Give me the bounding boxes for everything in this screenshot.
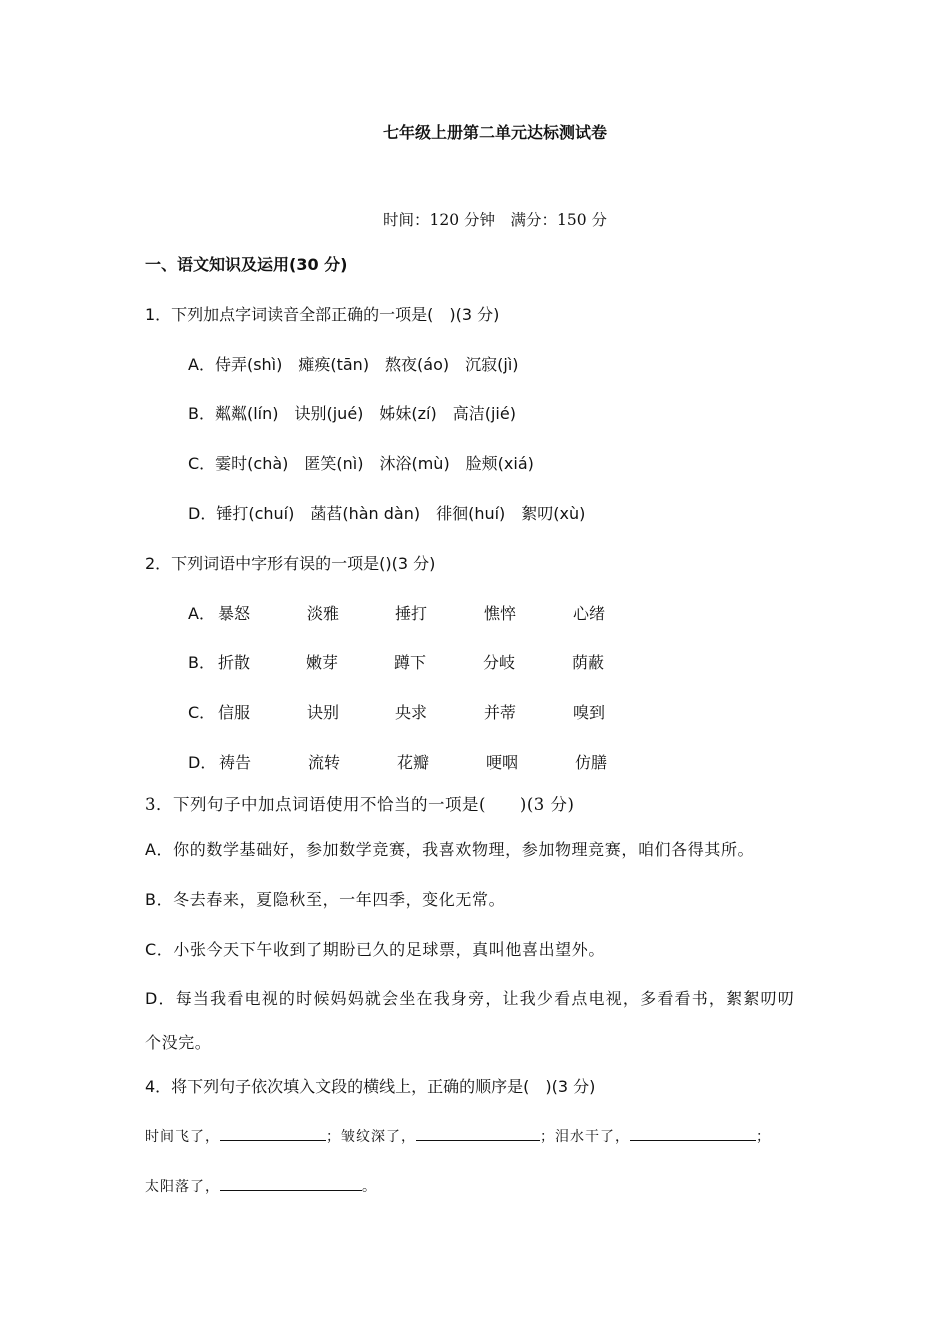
- question-1-option-d: D．锤打(chuí) 菡萏(hàn dàn) 徘徊(huí) 絮叨(xù): [188, 504, 586, 523]
- question-3-option-a: A．你的数学基础好，参加数学竞赛，我喜欢物理，参加物理竞赛，咱们各得其所。: [145, 840, 755, 859]
- answer-blank-2[interactable]: [416, 1126, 540, 1141]
- question-1-option-c: C．霎时(chà) 匿笑(nì) 沐浴(mù) 脸颊(xiá): [188, 454, 534, 473]
- question-4-stem: 4．将下列句子依次填入文段的横线上，正确的顺序是( )(3 分): [145, 1077, 596, 1096]
- passage-text: 太阳落了，: [145, 1179, 220, 1195]
- passage-text: 。: [362, 1179, 377, 1195]
- answer-blank-1[interactable]: [220, 1126, 326, 1141]
- page-title: 七年级上册第二单元达标测试卷: [382, 123, 607, 142]
- time-score-info: 时间：120 分钟 满分：150 分: [382, 211, 608, 229]
- option-word: 心绪: [573, 604, 606, 623]
- question-3-option-b: B．冬去春来，夏隐秋至，一年四季，变化无常。: [145, 890, 506, 909]
- question-1-stem: 1．下列加点字词读音全部正确的一项是( )(3 分): [145, 305, 500, 324]
- answer-blank-4[interactable]: [220, 1176, 362, 1191]
- option-letter: C．: [188, 703, 216, 722]
- option-word: 淡雅: [307, 604, 340, 623]
- question-3-stem: 3．下列句子中加点词语使用不恰当的一项是( )(3 分): [145, 795, 575, 814]
- option-word: 仿膳: [575, 753, 608, 772]
- question-2-stem: 2．下列词语中字形有误的一项是()(3 分): [145, 554, 436, 573]
- option-word: 荫蔽: [572, 653, 605, 672]
- option-word: 祷告: [219, 753, 252, 772]
- option-letter: B．: [188, 653, 215, 672]
- option-word: 捶打: [395, 604, 428, 623]
- passage-text: ；皱纹深了，: [326, 1129, 416, 1145]
- answer-blank-3[interactable]: [630, 1126, 756, 1141]
- passage-text: 时间飞了，: [145, 1129, 220, 1145]
- option-word: 嗅到: [573, 703, 606, 722]
- passage-text: ；泪水干了，: [540, 1129, 630, 1145]
- option-word: 并蒂: [484, 703, 517, 722]
- question-3-option-d: D．每当我看电视的时候妈妈就会坐在我身旁，让我少看点电视，多看看书，絮絮叨叨: [145, 989, 795, 1008]
- option-word: 嫩芽: [306, 653, 339, 672]
- question-4-passage-line-1: [145, 1126, 771, 1148]
- option-word: 蹲下: [394, 653, 427, 672]
- option-word: 信服: [218, 703, 251, 722]
- question-3-option-d-continued: 个没完。: [145, 1033, 212, 1052]
- question-1-option-a: A．侍弄(shì) 瘫痪(tān) 熬夜(áo) 沉寂(jì): [188, 355, 519, 374]
- option-word: 央求: [395, 703, 428, 722]
- question-1-option-b: B．粼粼(lín) 诀别(jué) 姊妹(zí) 高洁(jié): [188, 404, 516, 423]
- option-letter: D．: [188, 753, 217, 772]
- option-word: 哽咽: [486, 753, 519, 772]
- option-word: 花瓣: [397, 753, 430, 772]
- option-word: 折散: [218, 653, 251, 672]
- option-word: 流转: [308, 753, 341, 772]
- section-heading: 一、语文知识及运用(30 分): [145, 255, 348, 274]
- option-word: 诀别: [307, 703, 340, 722]
- question-3-option-c: C．小张今天下午收到了期盼已久的足球票，真叫他喜出望外。: [145, 940, 605, 959]
- option-word: 分岐: [483, 653, 516, 672]
- question-4-passage-line-2: [145, 1176, 377, 1198]
- passage-text: ；: [756, 1129, 771, 1145]
- option-word: 暴怒: [218, 604, 251, 623]
- option-letter: A．: [188, 604, 215, 623]
- option-word: 憔悴: [484, 604, 517, 623]
